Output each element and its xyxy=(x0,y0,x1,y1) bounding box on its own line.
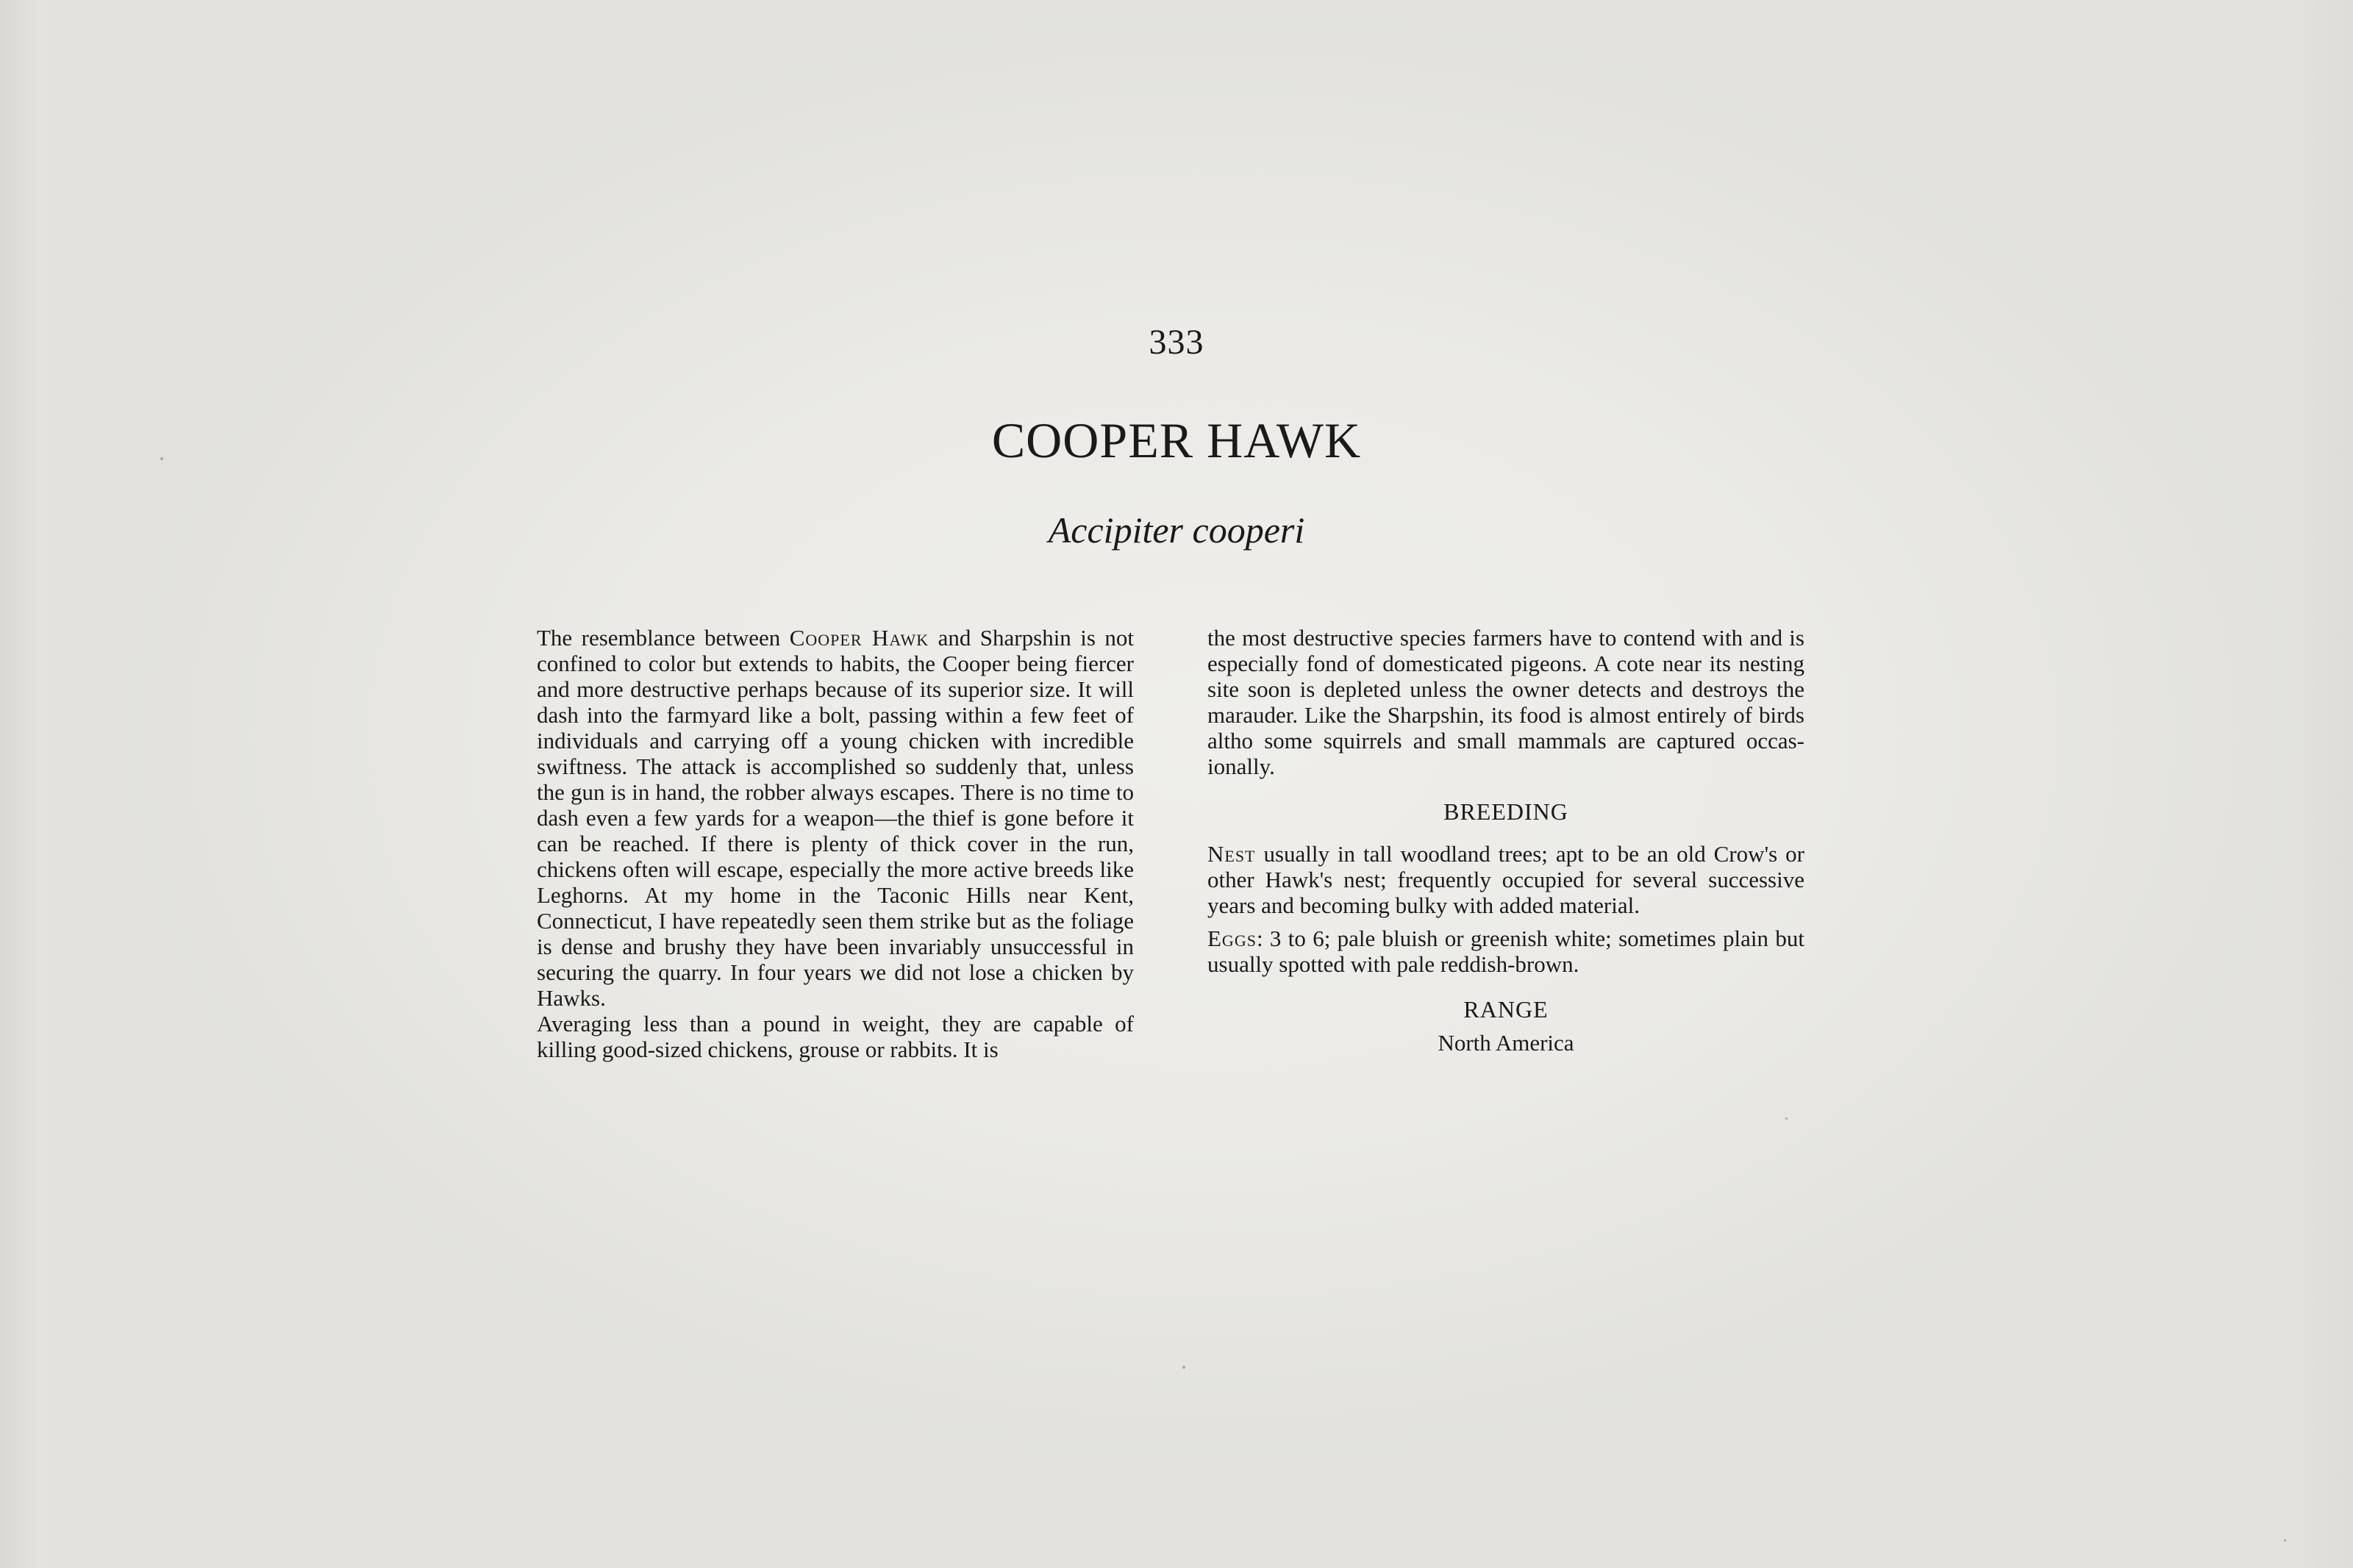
page-shadow-left xyxy=(0,0,66,1568)
description-body: and Sharpshin is not confined to color but extends to habits, the Cooper being fiercer and more destructive perhaps because of its superior size. It will dash into the farmyard like a bolt, passing within a few feet of individuals and carrying off a young chicken with incredible swiftness. The attack is accomplished so suddenly that, unless the gun is in hand, the robber always escapes. There is no time to dash even a few yards for a weapon—the thief is gone before it can be reached. If there is plenty of thick cover in the run, chickens often will escape, especially the more active breeds like Leghorns. At my home in the Taconic Hills near Kent, Connecticut, I have repeatedly seen them strike but as the foliage is dense and brushy they have been invariably unsuccessful in securing the quarry. In four years we did not lose a chicken by Hawks. xyxy=(537,625,1134,1011)
description-lead: The resemblance between xyxy=(537,625,790,651)
description-continued: the most destructive species farmers have to contend with and is especially fond of domesticated pigeons. A cote near its nesting site soon is depleted unless the owner detects and destroys the marauder. Like the Sharpshin, its food is almost entirely of birds altho some squirrels and small mammals are captured occasionally. xyxy=(1207,625,1804,779)
eggs-label: Eggs xyxy=(1207,926,1257,951)
description-paragraph-2: Averaging less than a pound in weight, they are capable of killing good-sized chickens, grouse or rabbits. It is xyxy=(537,1011,1134,1062)
nest-label: Nest xyxy=(1207,841,1256,867)
scientific-name: Accipiter cooperi xyxy=(1048,509,1305,551)
left-column xyxy=(537,625,1134,1062)
range-text: North America xyxy=(1438,1030,1574,1056)
nest-paragraph xyxy=(1207,841,1804,918)
nest-text: usually in tall woodland trees; apt to be an old Crow's or other Hawk's nest; frequently occupied for several successive years and becoming bulky with added material. xyxy=(1207,841,1804,918)
species-name-smallcaps: Cooper Hawk xyxy=(789,625,929,651)
paper-speck xyxy=(2284,1539,2286,1542)
breeding-heading: BREEDING xyxy=(1443,798,1568,825)
paper-speck xyxy=(1785,1117,1788,1120)
page-shadow-right xyxy=(2302,0,2353,1568)
eggs-paragraph xyxy=(1207,926,1804,977)
description-paragraph xyxy=(537,625,1134,1011)
right-column xyxy=(1207,625,1804,1056)
page-title: COOPER HAWK xyxy=(991,412,1362,468)
paper-speck xyxy=(1182,1366,1185,1369)
eggs-text: : 3 to 6; pale bluish or greenish white; sometimes plain but usually spotted with pale reddish-brown. xyxy=(1207,926,1804,977)
page-number: 333 xyxy=(1149,323,1204,362)
range-heading: RANGE xyxy=(1463,996,1549,1023)
